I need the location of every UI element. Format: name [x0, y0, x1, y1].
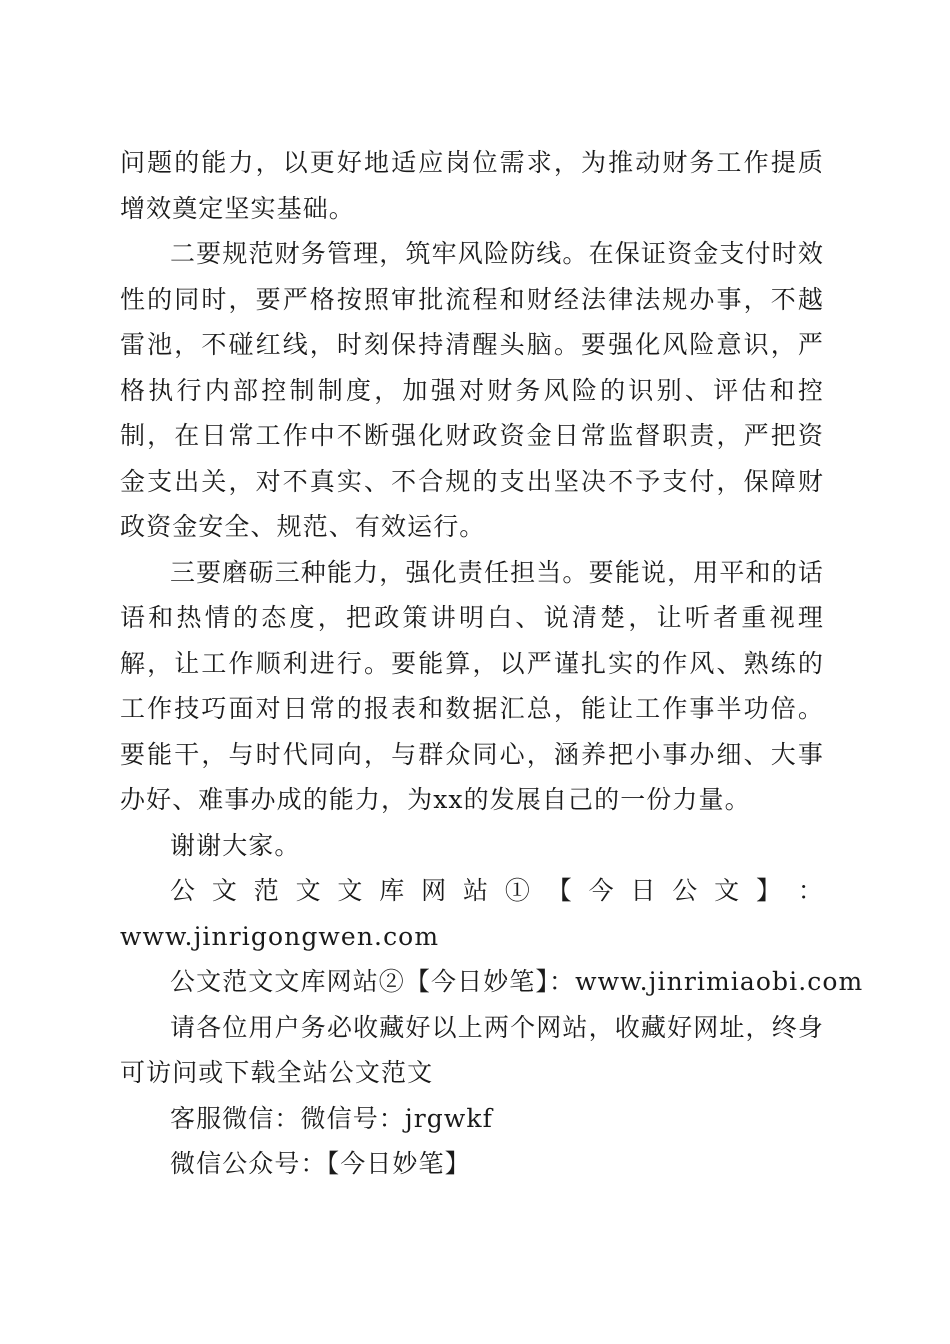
document-body [120, 140, 864, 1187]
paragraph-3: 三要磨砺三种能力，强化责任担当。要能说，用平和的话语和热情的态度，把政策讲明白、说清楚，让听者重视理解，让工作顺利进行。要能算，以严谨扎实的作风、熟练的工作技巧面对日常的报表和数据汇总，能让工作事半功倍。要能干，与时代同向，与群众同心，涵养把小事办细、大事办好、难事办成的能力，为xx的发展自己的一份力量。 [120, 557, 824, 814]
wechat-service-line: 客服微信：微信号：jrgwkf [170, 1103, 494, 1133]
paragraph-2: 二要规范财务管理，筑牢风险防线。在保证资金支付时效性的同时，要严格按照审批流程和财经法律法规办事，不越雷池，不碰红线，时刻保持清醒头脑。要强化风险意识，严格执行内部控制制度，加强对财务风险的识别、评估和控制，在日常工作中不断强化财政资金日常监督职责，严把资金支出关，对不真实、不合规的支出坚决不予支付，保障财政资金安全、规范、有效运行。 [120, 239, 824, 541]
closing-line: 谢谢大家。 [170, 830, 301, 860]
site-1-url: www.jinrigongwen.com [120, 921, 440, 951]
paragraph-1-tail: 问题的能力，以更好地适应岗位需求，为推动财务工作提质增效奠定坚实基础。 [120, 148, 824, 223]
site-2-line: 公文范文文库网站②【今日妙笔】：www.jinrimiaobi.com [170, 967, 864, 996]
wechat-official-line: 微信公众号：【今日妙笔】 [170, 1149, 471, 1178]
reminder-paragraph: 请各位用户务必收藏好以上两个网站，收藏好网址，终身可访问或下载全站公文范文 [120, 1012, 824, 1087]
site-1-label: 公 文 范 文 文 库 网 站 ① 【 今 日 公 文 】 ： [170, 876, 824, 905]
